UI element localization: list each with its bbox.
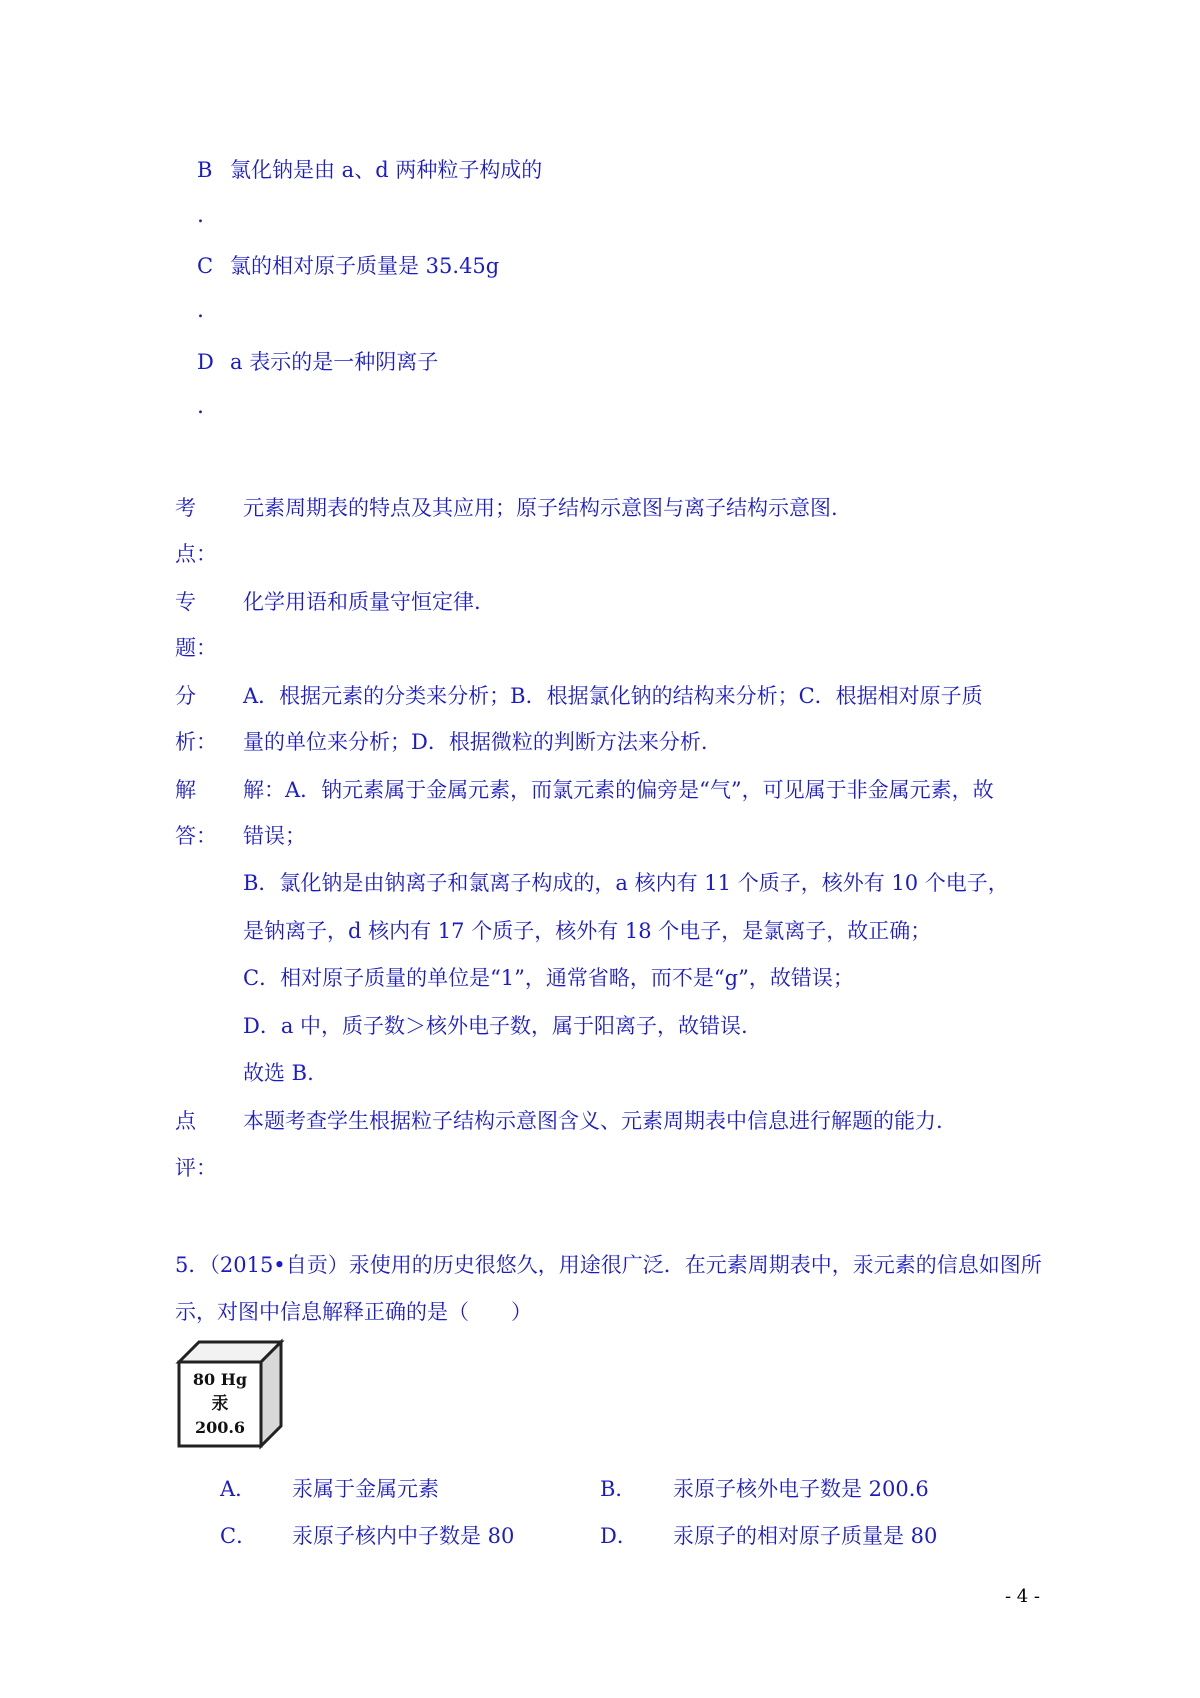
question-5-line-2: 示，对图中信息解释正确的是（ ） <box>175 1300 532 1324</box>
label-zhuanti-2: 题： <box>175 636 217 660</box>
option-letter-c: C <box>197 254 214 278</box>
option-text-c: 氯的相对原子质量是 35.45g <box>230 254 500 278</box>
q5-option-text-c: 汞原子核内中子数是 80 <box>292 1524 515 1548</box>
element-number-symbol: 80 Hg <box>192 1370 248 1389</box>
option-text-b: 氯化钠是由 a、d 两种粒子构成的 <box>230 158 543 182</box>
element-card-mercury <box>175 1338 285 1450</box>
option-dot: . <box>197 394 204 419</box>
jieda-line: D．a 中，质子数＞核外电子数，属于阳离子，故错误. <box>243 1014 748 1038</box>
option-text-d: a 表示的是一种阴离子 <box>230 350 439 374</box>
label-jieda-1: 解 <box>175 778 196 802</box>
q5-option-text-b: 汞原子核外电子数是 200.6 <box>673 1477 929 1501</box>
q5-option-text-d: 汞原子的相对原子质量是 80 <box>673 1524 938 1548</box>
jieda-line: 故选 B. <box>243 1061 314 1085</box>
q5-option-letter-b: B． <box>600 1477 637 1501</box>
option-letter-d: D <box>197 350 214 374</box>
jieda-line: 错误； <box>243 824 306 848</box>
q5-option-text-a: 汞属于金属元素 <box>292 1477 439 1501</box>
dianping-text: 本题考查学生根据粒子结构示意图含义、元素周期表中信息进行解题的能力. <box>243 1109 943 1133</box>
page-number: - 4 - <box>1004 1586 1040 1607</box>
kaodian-text: 元素周期表的特点及其应用；原子结构示意图与离子结构示意图. <box>243 496 838 520</box>
element-mass: 200.6 <box>194 1418 246 1437</box>
option-letter-b: B <box>197 158 213 182</box>
option-dot: . <box>197 203 204 228</box>
element-name: 汞 <box>211 1394 229 1414</box>
label-fenxi-2: 析： <box>175 730 217 754</box>
question-5-line-1: 5．（2015•自贡）汞使用的历史很悠久，用途很广泛．在元素周期表中，汞元素的信息如图所 <box>175 1253 1042 1277</box>
label-zhuanti-1: 专 <box>175 590 196 614</box>
label-kaodian-1: 考 <box>175 496 196 520</box>
zhuanti-text: 化学用语和质量守恒定律. <box>243 590 481 614</box>
jieda-line: 是钠离子，d 核内有 17 个质子，核外有 18 个电子，是氯离子，故正确； <box>243 919 932 943</box>
jieda-line: B．氯化钠是由钠离子和氯离子构成的，a 核内有 11 个质子，核外有 10 个电子， <box>243 871 1009 895</box>
label-jieda-2: 答： <box>175 824 217 848</box>
label-fenxi-1: 分 <box>175 684 196 708</box>
q5-option-letter-a: A． <box>220 1477 257 1501</box>
label-dianping-1: 点 <box>175 1109 196 1133</box>
q5-option-letter-c: C． <box>220 1524 258 1548</box>
fenxi-line: A．根据元素的分类来分析；B．根据氯化钠的结构来分析；C．根据相对原子质 <box>243 684 983 708</box>
label-kaodian-2: 点： <box>175 542 217 566</box>
fenxi-line: 量的单位来分析；D．根据微粒的判断方法来分析. <box>243 730 708 754</box>
q5-option-letter-d: D． <box>600 1524 638 1548</box>
jieda-line: C．相对原子质量的单位是“1”，通常省略，而不是“g”，故错误； <box>243 966 854 990</box>
jieda-line: 解：A．钠元素属于金属元素，而氯元素的偏旁是“气”，可见属于非金属元素，故 <box>243 778 994 802</box>
option-dot: . <box>197 298 204 323</box>
label-dianping-2: 评： <box>175 1156 217 1180</box>
